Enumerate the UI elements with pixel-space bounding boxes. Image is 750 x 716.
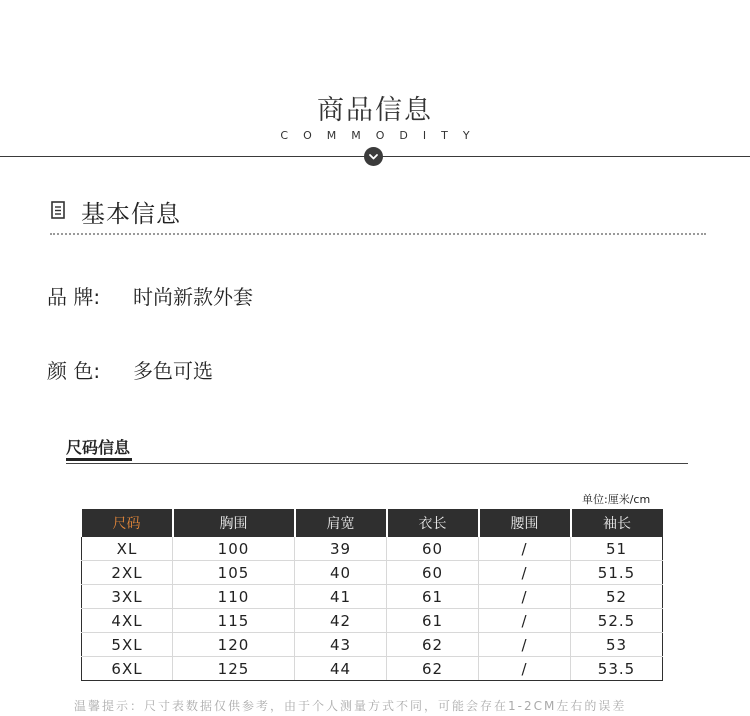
- table-row: [82, 585, 663, 609]
- table-cell: 3XL: [82, 585, 173, 609]
- table-cell: /: [479, 657, 571, 681]
- table-cell: 100: [173, 537, 295, 561]
- table-cell: 42: [295, 609, 387, 633]
- table-row: [82, 561, 663, 585]
- table-cell: 39: [295, 537, 387, 561]
- table-cell: 60: [387, 537, 479, 561]
- table-cell: 62: [387, 633, 479, 657]
- dotted-divider: [50, 233, 706, 235]
- column-header-sleeve: 袖长: [571, 509, 663, 537]
- table-row: [82, 657, 663, 681]
- document-icon: [51, 201, 65, 219]
- table-row: [82, 633, 663, 657]
- unit-label: 单位:厘米/cm: [582, 493, 651, 506]
- table-cell: 52: [571, 585, 663, 609]
- brand-label: 品 牌:: [47, 285, 101, 309]
- table-cell: 5XL: [82, 633, 173, 657]
- size-table: [81, 509, 663, 681]
- table-cell: 62: [387, 657, 479, 681]
- table-cell: /: [479, 561, 571, 585]
- page-subtitle: COMMODITY: [280, 129, 485, 142]
- column-header-waist: 腰围: [479, 509, 571, 537]
- table-cell: /: [479, 609, 571, 633]
- column-header-size: 尺码: [82, 509, 173, 537]
- table-cell: 115: [173, 609, 295, 633]
- size-divider: [66, 463, 688, 464]
- page-title: 商品信息: [317, 95, 433, 126]
- section-title-size: 尺码信息: [66, 438, 131, 457]
- table-row: [82, 537, 663, 561]
- table-cell: XL: [82, 537, 173, 561]
- table-cell: 60: [387, 561, 479, 585]
- table-cell: 2XL: [82, 561, 173, 585]
- table-cell: 125: [173, 657, 295, 681]
- table-cell: 110: [173, 585, 295, 609]
- table-cell: /: [479, 633, 571, 657]
- table-cell: 61: [387, 585, 479, 609]
- table-cell: 6XL: [82, 657, 173, 681]
- chevron-down-icon: [364, 147, 383, 166]
- table-cell: 4XL: [82, 609, 173, 633]
- size-title-underline: [66, 458, 132, 461]
- table-cell: 52.5: [571, 609, 663, 633]
- table-cell: 43: [295, 633, 387, 657]
- table-cell: 51.5: [571, 561, 663, 585]
- table-cell: 53: [571, 633, 663, 657]
- table-row: [82, 609, 663, 633]
- table-cell: 120: [173, 633, 295, 657]
- column-header-length: 衣长: [387, 509, 479, 537]
- size-note: 温馨提示：尺寸表数据仅供参考，由于个人测量方式不同，可能会存在1-2CM左右的误差: [74, 699, 627, 713]
- table-cell: 51: [571, 537, 663, 561]
- column-header-shoulder: 肩宽: [295, 509, 387, 537]
- table-cell: 41: [295, 585, 387, 609]
- color-label: 颜 色:: [47, 359, 101, 383]
- brand-value: 时尚新款外套: [133, 285, 253, 309]
- table-cell: 61: [387, 609, 479, 633]
- table-cell: 40: [295, 561, 387, 585]
- table-cell: 105: [173, 561, 295, 585]
- color-value: 多色可选: [133, 359, 213, 383]
- table-header-row: [82, 509, 663, 537]
- table-cell: 44: [295, 657, 387, 681]
- table-cell: /: [479, 585, 571, 609]
- section-title-basic: 基本信息: [81, 200, 181, 228]
- table-cell: /: [479, 537, 571, 561]
- table-cell: 53.5: [571, 657, 663, 681]
- column-header-chest: 胸围: [173, 509, 295, 537]
